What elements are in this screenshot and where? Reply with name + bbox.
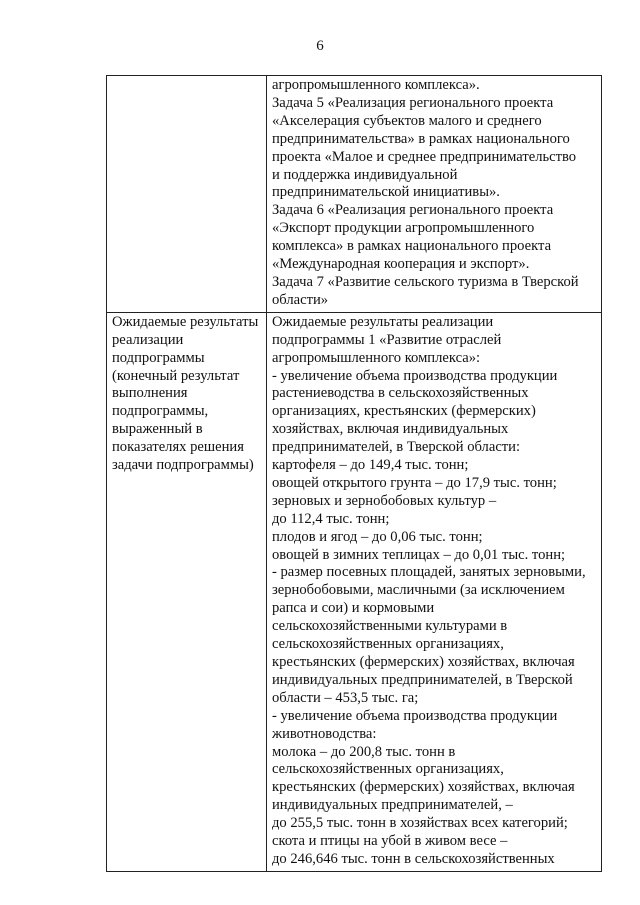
- text-line: зернобобовыми, масличными (за исключением: [272, 582, 565, 599]
- text-line: молока – до 200,8 тыс. тонн в: [272, 743, 456, 760]
- text-line: Задача 6 «Реализация регионального проекта: [272, 202, 554, 219]
- text-line: крестьянских (фермерских) хозяйствах, включая: [272, 654, 575, 670]
- text-line: крестьянских (фермерских) хозяйствах, включая: [272, 779, 575, 796]
- results-text-cell: [267, 312, 602, 871]
- text-line: сельскохозяйственных организациях,: [272, 761, 504, 778]
- text-line: предпринимательской инициативы».: [272, 184, 500, 201]
- text-line: - размер посевных площадей, занятых зерновыми,: [272, 564, 586, 581]
- text-line: хозяйствах, включая индивидуальных: [272, 421, 509, 438]
- text-line: овощей в зимних теплицах – до 0,01 тыс. тонн;: [272, 546, 566, 563]
- label-line: Ожидаемые результаты: [112, 313, 259, 330]
- tasks-text-cell: [267, 76, 602, 313]
- text-line: «Акселерация субъектов малого и среднего: [272, 112, 542, 129]
- text-line: комплекса» в рамках национального проекта: [272, 238, 552, 255]
- text-line: сельскохозяйственных организациях,: [272, 636, 504, 653]
- row-label-cell: [107, 312, 267, 871]
- text-line: и поддержка индивидуальной: [272, 166, 458, 183]
- text-line: - увеличение объема производства продукции: [272, 707, 558, 724]
- row-label-cell-empty: [107, 76, 267, 313]
- text-line: Задача 5 «Реализация регионального проекта: [272, 94, 554, 111]
- label-line: показателях решения: [112, 439, 244, 456]
- text-line: до 112,4 тыс. тонн;: [272, 510, 390, 527]
- text-line: организациях, крестьянских (фермерских): [272, 403, 536, 420]
- table-row-tasks-continuation: [107, 76, 602, 313]
- text-line: индивидуальных предпринимателей, –: [272, 797, 513, 814]
- text-line: индивидуальных предпринимателей, в Тверской: [272, 671, 573, 688]
- text-line: предпринимателей, в Тверской области:: [272, 439, 521, 456]
- label-line: подпрограммы,: [112, 403, 209, 420]
- text-line: области»: [272, 291, 329, 308]
- label-line: выполнения: [112, 385, 188, 402]
- text-line: Задача 7 «Развитие сельского туризма в Тверской: [272, 273, 579, 290]
- text-line: «Международная кооперация и экспорт».: [272, 256, 530, 273]
- label-line: задачи подпрограммы): [112, 457, 254, 474]
- label-line: реализации: [112, 331, 184, 348]
- table-row-expected-results: [107, 312, 602, 871]
- text-line: «Экспорт продукции агропромышленного: [272, 220, 535, 237]
- text-line: области – 453,5 тыс. га;: [272, 689, 419, 706]
- label-line: выраженный в: [112, 421, 203, 438]
- text-line: - увеличение объема производства продукции: [272, 367, 558, 384]
- text-line: проекта «Малое и среднее предпринимательство: [272, 148, 577, 165]
- text-line: агропромышленного комплекса».: [272, 77, 480, 93]
- text-line: плодов и ягод – до 0,06 тыс. тонн;: [272, 528, 483, 545]
- text-line: скота и птицы на убой в живом весе –: [272, 833, 508, 850]
- label-line: (конечный результат: [112, 367, 240, 384]
- text-line: овощей открытого грунта – до 17,9 тыс. тонн;: [272, 474, 557, 491]
- page-number: 6: [316, 38, 324, 54]
- text-line: зерновых и зернобобовых культур –: [272, 492, 497, 509]
- passport-table: [106, 75, 602, 872]
- text-line: растениеводства в сельскохозяйственных: [272, 385, 529, 402]
- text-line: подпрограммы 1 «Развитие отраслей: [272, 331, 502, 348]
- text-line: агропромышленного комплекса»:: [272, 349, 481, 366]
- text-line: животноводства:: [272, 725, 377, 742]
- text-line: рапса и сои) и кормовыми: [272, 600, 435, 617]
- text-line: до 246,646 тыс. тонн в сельскохозяйственных: [272, 850, 555, 867]
- text-line: сельскохозяйственными культурами в: [272, 618, 508, 635]
- text-line: до 255,5 тыс. тонн в хозяйствах всех категорий;: [272, 815, 568, 832]
- text-line: картофеля – до 149,4 тыс. тонн;: [272, 457, 469, 474]
- text-line: Ожидаемые результаты реализации: [272, 313, 494, 330]
- label-line: подпрограммы: [112, 349, 205, 366]
- text-line: предпринимательства» в рамках национального: [272, 130, 570, 147]
